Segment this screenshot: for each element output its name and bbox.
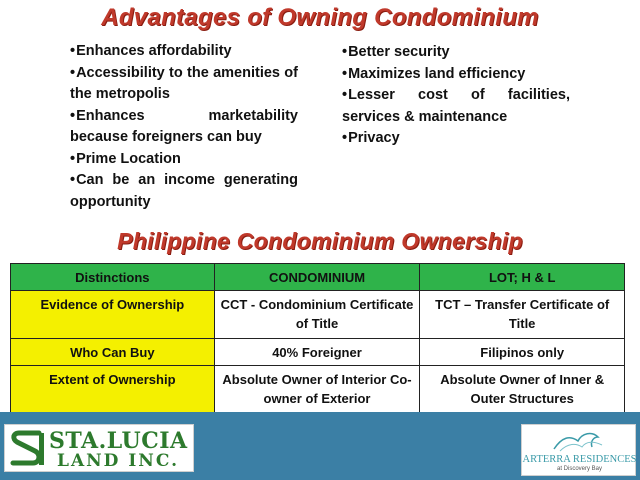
header-condominium: CONDOMINIUM [214, 264, 420, 291]
advantages-list-right [342, 42, 570, 150]
arterra-name: ARTERRA RESIDENCES [522, 454, 637, 465]
list-item: • Accessibility to the amenities of the metropolis [70, 63, 298, 106]
header-distinctions: Distinctions [11, 264, 215, 291]
list-item: • Enhances marketability because foreigners can buy [70, 106, 298, 149]
row-label: Who Can Buy [11, 339, 215, 366]
list-item: • Prime Location [70, 149, 298, 171]
lot-cell: TCT – Transfer Certificate of Title [420, 291, 625, 339]
row-label: Extent of Ownership [11, 366, 215, 413]
arterra-location: at Discovery Bay [556, 466, 602, 472]
sta-lucia-tagline: LAND INC. [57, 451, 179, 471]
condo-cell: Absolute Owner of Interior Co-owner of Exterior [214, 366, 420, 413]
sta-lucia-mark-icon [9, 429, 47, 469]
list-item: • Can be an income generating opportunity [70, 170, 298, 213]
ownership-title: Philippine Condominium Ownership [117, 228, 523, 254]
lot-cell: Absolute Owner of Inner & Outer Structures [420, 366, 625, 413]
table-header-row [11, 264, 625, 291]
condo-cell: CCT - Condominium Certificate of Title [214, 291, 420, 339]
sta-lucia-logo [4, 424, 194, 472]
table-row [11, 339, 625, 366]
row-label: Evidence of Ownership [11, 291, 215, 339]
condo-cell: 40% Foreigner [214, 339, 420, 366]
arterra-logo [521, 424, 636, 476]
table-row [11, 291, 625, 339]
lot-cell: Filipinos only [420, 339, 625, 366]
table-row [11, 366, 625, 413]
advantages-list-left [70, 41, 298, 213]
list-item: • Better security [342, 42, 570, 64]
wave-icon [552, 429, 607, 453]
sta-lucia-name: STA.LUCIA [49, 428, 188, 454]
advantages-title: Advantages of Owning Condominium [101, 4, 539, 31]
list-item: • Maximizes land efficiency [342, 64, 570, 86]
list-item: • Lesser cost of facilities, services & maintenance [342, 85, 570, 128]
ownership-table [10, 263, 625, 413]
header-lot: LOT; H & L [420, 264, 625, 291]
list-item: • Enhances affordability [70, 41, 298, 63]
list-item: • Privacy [342, 128, 570, 150]
